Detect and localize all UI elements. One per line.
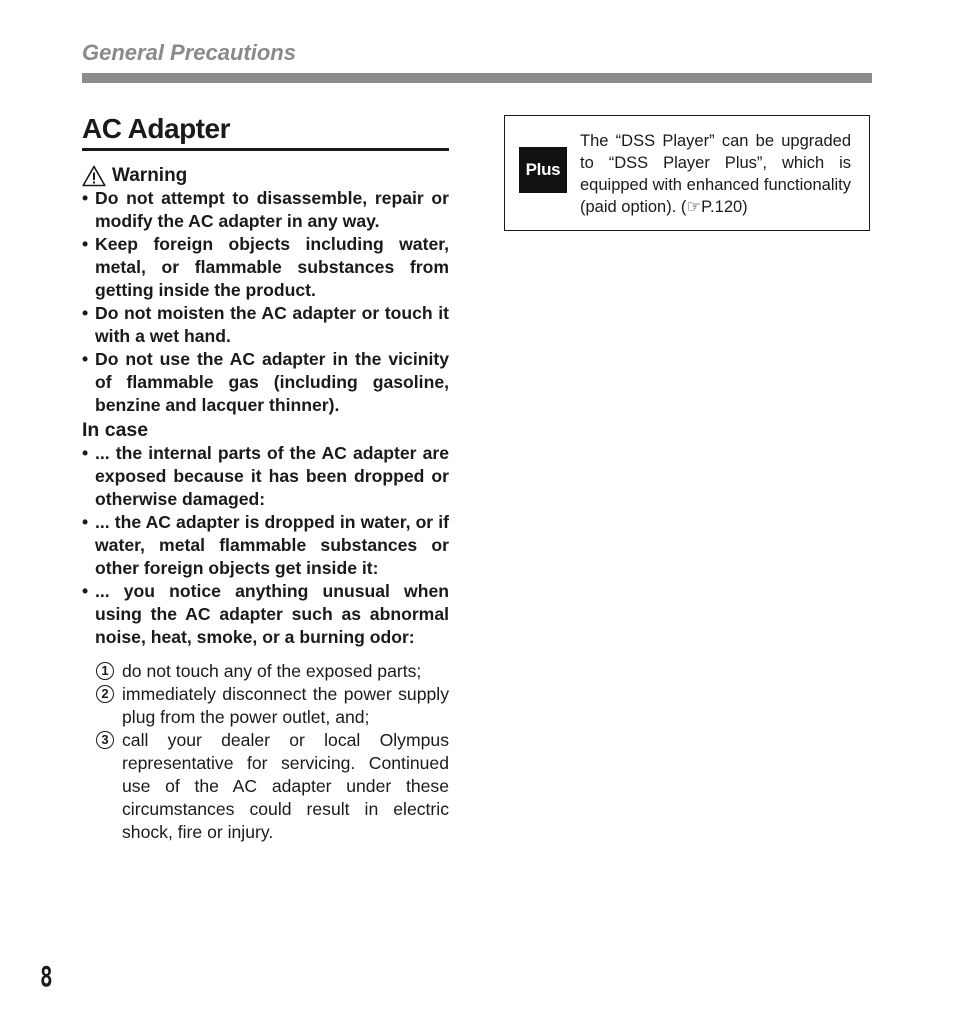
list-item-text: Do not moisten the AC adapter or touch it with a wet hand. bbox=[95, 303, 449, 346]
list-item-text: ... the AC adapter is dropped in water, or if water, metal flammable substances or other foreign objects get inside it: bbox=[95, 512, 449, 578]
list-item bbox=[82, 233, 449, 302]
steps-list bbox=[82, 660, 449, 844]
bullet-icon: • bbox=[82, 188, 89, 208]
plus-badge-icon: Plus bbox=[519, 147, 567, 193]
bullet-icon: • bbox=[82, 349, 89, 369]
list-item bbox=[82, 187, 449, 233]
in-case-heading: In case bbox=[82, 419, 149, 441]
page-number: 8 bbox=[40, 960, 53, 993]
list-item bbox=[82, 442, 449, 511]
bullet-icon: • bbox=[82, 234, 89, 254]
bullet-icon: • bbox=[82, 443, 89, 463]
step-text: immediately disconnect the power supply plug from the power outlet, and; bbox=[122, 684, 449, 727]
list-item-text: Keep foreign objects including water, metal, or flammable substances from getting inside the product. bbox=[95, 234, 449, 300]
plus-note-text: The “DSS Player” can be upgraded to “DSS Player Plus”, which is equipped with enhanced functionality (paid option). (☞P.120) bbox=[580, 132, 851, 216]
warning-label: Warning bbox=[112, 165, 188, 186]
page-title: AC Adapter bbox=[82, 112, 449, 151]
warning-list bbox=[82, 187, 449, 417]
header-rule bbox=[82, 73, 872, 83]
main-column bbox=[82, 112, 449, 844]
bullet-icon: • bbox=[82, 512, 89, 532]
warning-icon bbox=[82, 165, 106, 187]
step-text: do not touch any of the exposed parts; bbox=[122, 661, 422, 681]
list-item-text: Do not attempt to disassemble, repair or modify the AC adapter in any way. bbox=[95, 188, 449, 231]
circled-number-icon: 2 bbox=[96, 685, 114, 703]
list-item bbox=[82, 511, 449, 580]
step-item bbox=[95, 683, 449, 729]
list-item bbox=[82, 348, 449, 417]
step-text: call your dealer or local Olympus representative for servicing. Continued use of the AC adapter under these circumstances could result in electric shock, fire or injury. bbox=[122, 730, 449, 842]
list-item bbox=[82, 302, 449, 348]
bullet-icon: • bbox=[82, 581, 89, 601]
plus-note-box bbox=[504, 115, 870, 231]
warning-heading bbox=[82, 165, 449, 187]
list-item-text: ... you notice anything unusual when using the AC adapter such as abnormal noise, heat, smoke, or a burning odor: bbox=[95, 581, 449, 647]
circled-number-icon: 3 bbox=[96, 731, 114, 749]
step-item bbox=[95, 729, 449, 844]
bullet-icon: • bbox=[82, 303, 89, 323]
list-item-text: Do not use the AC adapter in the vicinity of flammable gas (including gasoline, benzine and lacquer thinner). bbox=[95, 349, 449, 415]
in-case-list bbox=[82, 442, 449, 649]
list-item-text: ... the internal parts of the AC adapter are exposed because it has been dropped or otherwise damaged: bbox=[95, 443, 449, 509]
step-item bbox=[95, 660, 449, 683]
circled-number-icon: 1 bbox=[96, 662, 114, 680]
section-title: General Precautions bbox=[82, 40, 296, 65]
list-item bbox=[82, 580, 449, 649]
